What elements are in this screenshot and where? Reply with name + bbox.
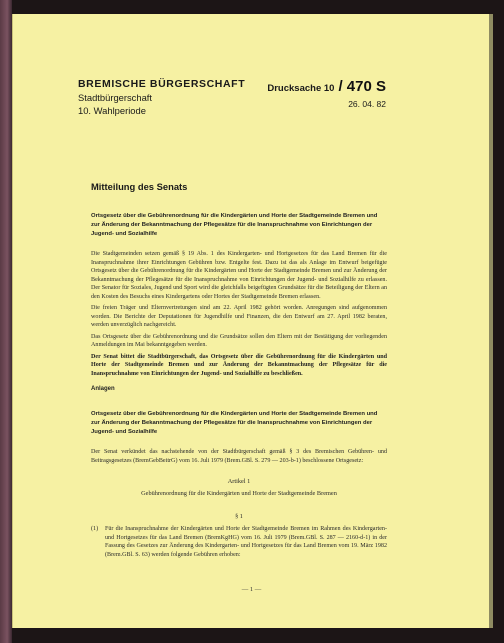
drucksache-label: Drucksache 10 [267, 83, 335, 94]
section-title: Mitteilung des Senats [91, 181, 188, 192]
legislative-period: 10. Wahlperiode [78, 105, 146, 116]
clause-text: Für die Inanspruchnahme der Kindergärten und Horte der Stadtgemeinde Bremen im Rahmen des Kindergarten- und Hortgesetzes für das Land Bremen (BremKgHG) vom 16. Juli 1979 (Brem.GBl. S. 287 — 2160-d-1) in der Fassung des Gesetzes zur Änderung des Kindergarten- und Hortgesetzes für das Land Bremen vom 19. März 1982 (Brem.GBl. S. 63) werden folgende Gebühren erhoben: [105, 526, 387, 558]
paragraph-3: Das Ortsgesetz über die Gebührenordnung und die Grundsätze sollen den Eltern mit der Bestätigung der vorliegenden Anmeldungen im Mai bekanntgegeben werden. [91, 333, 387, 348]
page-number: — 1 — [241, 586, 262, 593]
senate-request: Der Senat bittet die Stadtbürgerschaft, das Ortsgesetz über die Gebührenordnung für die Kindergärten und Horte der Stadtgemeinde Bremen und zur Änderung der Bekanntmachung der Pflegesätze für die Inanspruchnahme von Einrichtungen der Jugend- und Sozialhilfe zu beschließen. [91, 353, 387, 377]
paragraph-2: Die freien Träger und Elternvertretungen sind am 22. April 1982 gehört worden. Anregungen sind aufgenommen worden. Die Berichte der Deputationen für Jugendhilfe und Finanzen, die den Entwurf am 27. April 1982 beraten, werden unverzüglich nachgereicht. [91, 305, 387, 328]
document-body [91, 181, 387, 559]
anlagen-label: Anlagen [91, 386, 115, 392]
drucksache-number: / 470 S [338, 78, 386, 95]
section-mark: § 1 [235, 513, 243, 520]
page-edge [489, 14, 493, 628]
parliament-title: BREMISCHE BÜRGERSCHAFT [78, 78, 246, 90]
document-date: 26. 04. 82 [348, 99, 386, 109]
article-label: Artikel 1 [227, 478, 251, 485]
law-preamble: Der Senat verkündet das nachstehende von der Stadtbürgerschaft gemäß § 3 des Bremischen Gebühren- und Beitragsgesetzes (BremGebBeitrG) vom 16. Juli 1979 (Brem.GBl. S. 279 — 203-b-1) beschlossene Ortsgesetz: [91, 449, 387, 464]
clause-number: (1) [91, 526, 99, 532]
article-title: Gebührenordnung für die Kindergärten und Horte der Stadtgemeinde Bremen [141, 490, 337, 497]
drucksache-block [266, 78, 386, 109]
chamber-name: Stadtbürgerschaft [78, 92, 153, 103]
binder-edge [0, 0, 12, 643]
paragraph-1: Die Stadtgemeinden setzen gemäß § 19 Abs. 1 des Kindergarten- und Hortgesetzes für das Land Bremen für die Inanspruchnahme ihrer Einrichtungen Gebühren bzw. Entgelte fest. Dazu ist das als Anlage im Entwurf beigefügte Ortsgesetz über die Gebührenordnung für die Kindergärten und Horte der Stadtgemeinde Bremen und zur Änderung der Bekanntmachung der Pflegesätze für die Inanspruchnahme von Einrichtungen der Jugend- und Sozialhilfe zu erlassen. Der Senator für Soziales, Jugend und Sport wird die gleichfalls beigefügten Grundsätze für die Beteiligung der Eltern an den Kosten des Besuchs eines Kindergartens oder Hortes der Stadtgemeinde Bremen erlassen. [91, 251, 387, 300]
intro-title: Ortsgesetz über die Gebührenordnung für die Kindergärten und Horte der Stadtgemeinde Bremen und zur Änderung der Bekanntmachung der Pflegesätze für die Inanspruchnahme von Einrichtungen der Jugend- und Sozialhilfe [91, 213, 378, 237]
law-title: Ortsgesetz über die Gebührenordnung für die Kindergärten und Horte der Stadtgemeinde Bremen und zur Änderung der Bekanntmachung der Pflegesätze für die Inanspruchnahme von Einrichtungen der Jugend- und Sozialhilfe [91, 411, 378, 435]
clause-1 [91, 525, 387, 559]
